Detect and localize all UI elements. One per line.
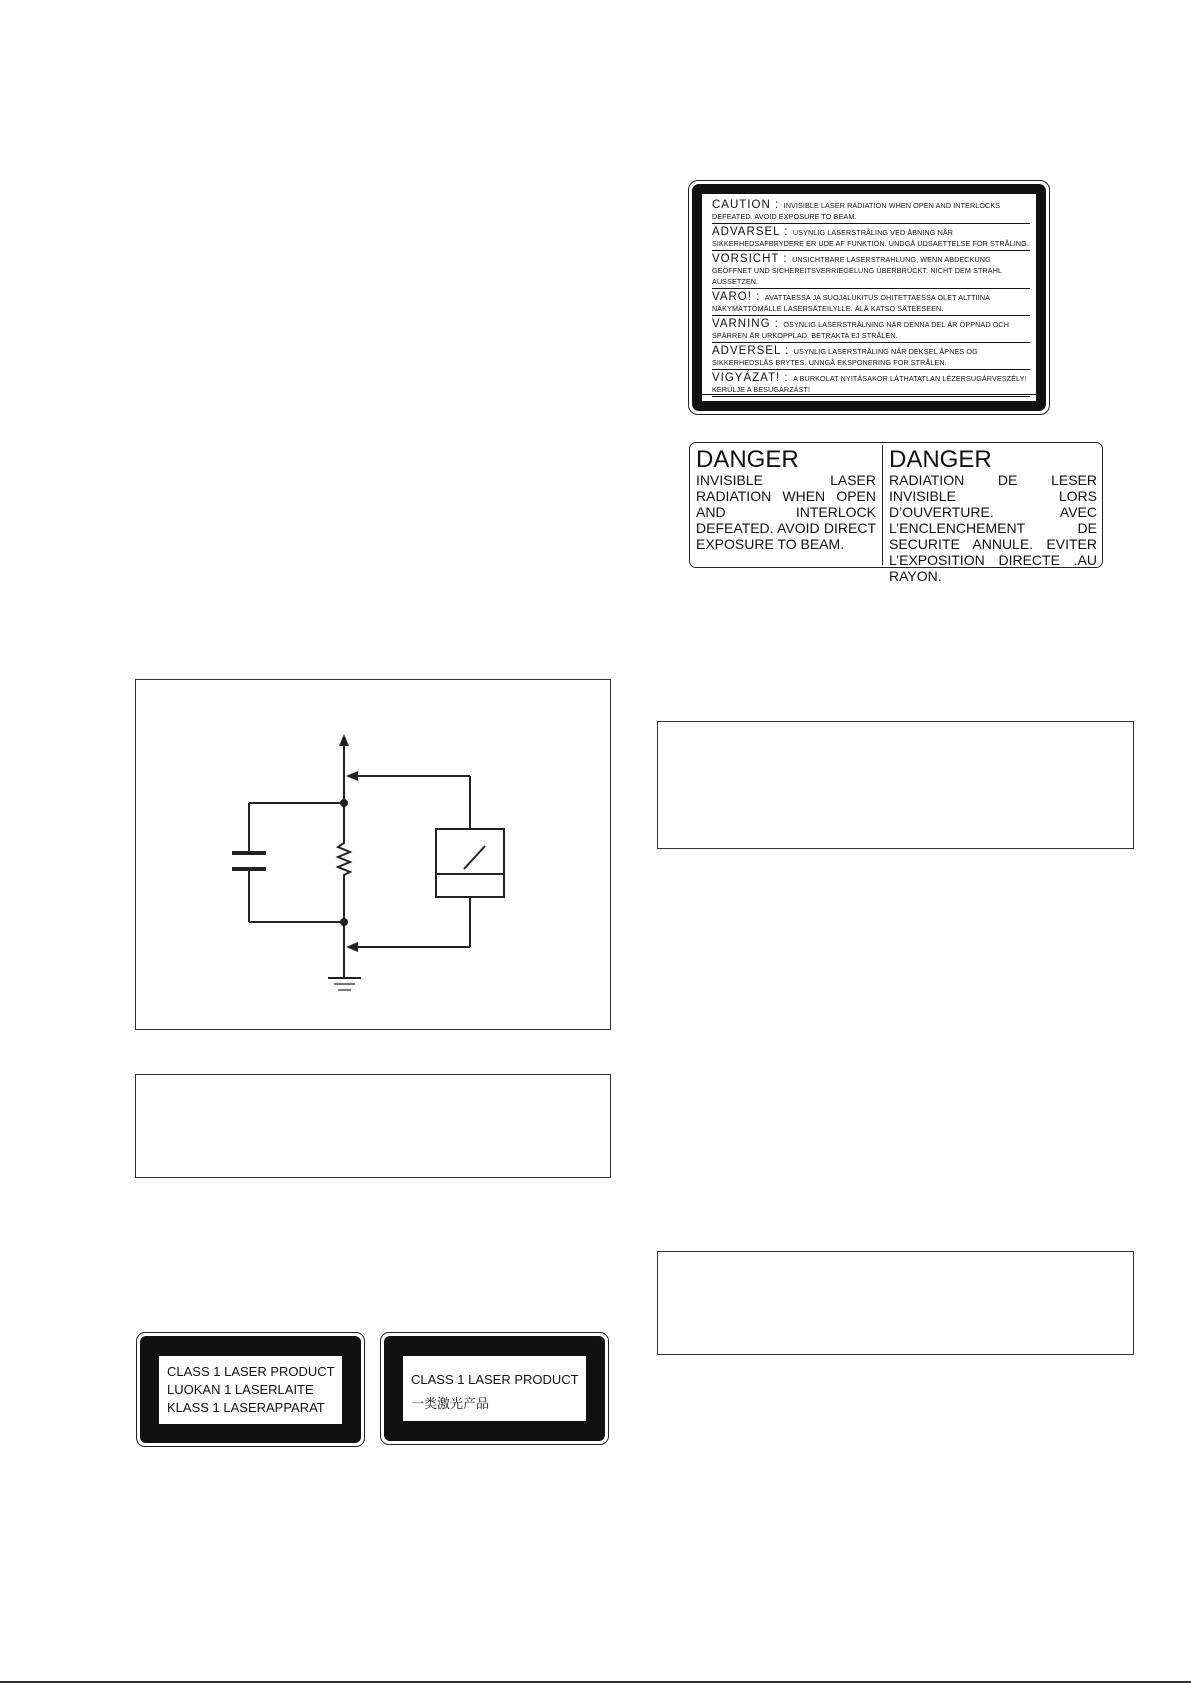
right-note-box-top [657,721,1134,849]
danger-text: RADIATION DE LESER INVISIBLE LORS D’OUVERTURE. AVEC L’ENCLENCHEMENT DE SECURITE ANNULE. EVITER L’EXPOSITION DIRECTE .AU RAYON. [889,472,1097,584]
page-bottom-rule [0,1681,1191,1683]
caution-entry-text: AVATTAESSA JA SUOJALUKITUS OHITETTAESSA OLET ALTTIINA NÄKYMÄTTÖMÄLLE LASERSÄTEILYLLE. ÄLÄ KATSO SÄTEESEEN. [712,293,990,313]
caution-entry-head: ADVERSEL : [712,345,790,357]
laser-label-line: LUOKAN 1 LASERLAITE [167,1382,314,1397]
leak-current-diagram-box [135,679,611,1030]
danger-text: INVISIBLE LASER RADIATION WHEN OPEN AND INTERLOCK DEFEATED. AVOID DIRECT EXPOSURE TO BEAM. [696,472,876,552]
resistor-icon [338,840,350,879]
danger-label-english [696,445,876,565]
caution-entry-head: VORSICHT : [712,253,788,265]
caution-entry-head: VARNING : [712,318,779,330]
danger-title: DANGER [696,446,799,473]
arrow-up-icon [339,734,349,746]
arrow-left-icon [346,771,358,781]
danger-label-french [882,445,1097,584]
danger-label [689,442,1103,584]
caution-entry [712,251,1030,289]
caution-entry [712,316,1030,343]
danger-title: DANGER [889,446,992,473]
right-note-box-bottom [657,1251,1134,1355]
caution-entry-text: INVISIBLE LASER RADIATION WHEN OPEN AND INTERLOCKS DEFEATED. AVOID EXPOSURE TO BEAM. [712,201,1001,221]
left-note-box [135,1074,611,1178]
laser-label-1 [159,1356,342,1424]
caution-entry [712,197,1030,224]
laser-label-line: 一类激光产品 [411,1396,490,1411]
caution-entry-text: OSYNLIG LASERSTRÅLNING NÄR DENNA DEL ÄR ÖPPNAD OCH SPÄRREN ÄR URKOPPLAD. BETRAKTA EJ STRÅLEN. [712,320,1009,340]
leak-current-circuit [135,679,611,1030]
caution-entry [712,224,1030,251]
circuit-node [340,918,348,926]
caution-entry-head: CAUTION : [712,199,780,211]
caution-entry [712,370,1030,397]
caution-entry-head: ADVARSEL : [712,226,789,238]
caution-entry [712,289,1030,316]
caution-label [702,194,1036,401]
laser-label-2 [403,1356,586,1421]
arrow-left-icon [346,942,358,952]
caution-entry [712,343,1030,370]
caution-closing-rule [702,394,1036,395]
caution-entry-head: VARO! : [712,291,761,303]
caution-entry-text: USYNLIG LASERSTRÅLING NÅR DEKSEL ÅPNES OG SIKKERHEDSLÅS BRYTES. UNNGÅ EKSPONERING FOR STRÅLEN. [712,347,978,367]
caution-entry-text: USYNLIG LASERSTRÅLING VED ÅBNING NÅR SIKKERHEDSAFBRYDERE ER UDE AF FUNKTION. UNDGÅ UDSAETTELSE FOR STRÅLING. [712,228,1029,248]
laser-label-line: KLASS 1 LASERAPPARAT [167,1400,325,1415]
caution-entry-head: VIGYÁZAT! : [712,372,789,384]
caution-entry-text: UNSICHTBARE LASERSTRAHLUNG, WENN ABDECKUNG GEÖFFNET UND SICHEREITSVERRIEGELUNG ÜBERBRÜCKT. NICHT DEM STRAHL AUSSETZEN. [712,255,1002,286]
circuit-node [340,799,348,807]
laser-label-line: CLASS 1 LASER PRODUCT [167,1364,335,1379]
laser-label-line: CLASS 1 LASER PRODUCT [411,1372,579,1387]
caution-entry-text: A BURKOLAT NYITÁSAKOR LÁTHATATLAN LÉZERSUGÁRVESZÉLY! KERÜLJE A BESUGÁRZÁST! [712,374,1027,394]
